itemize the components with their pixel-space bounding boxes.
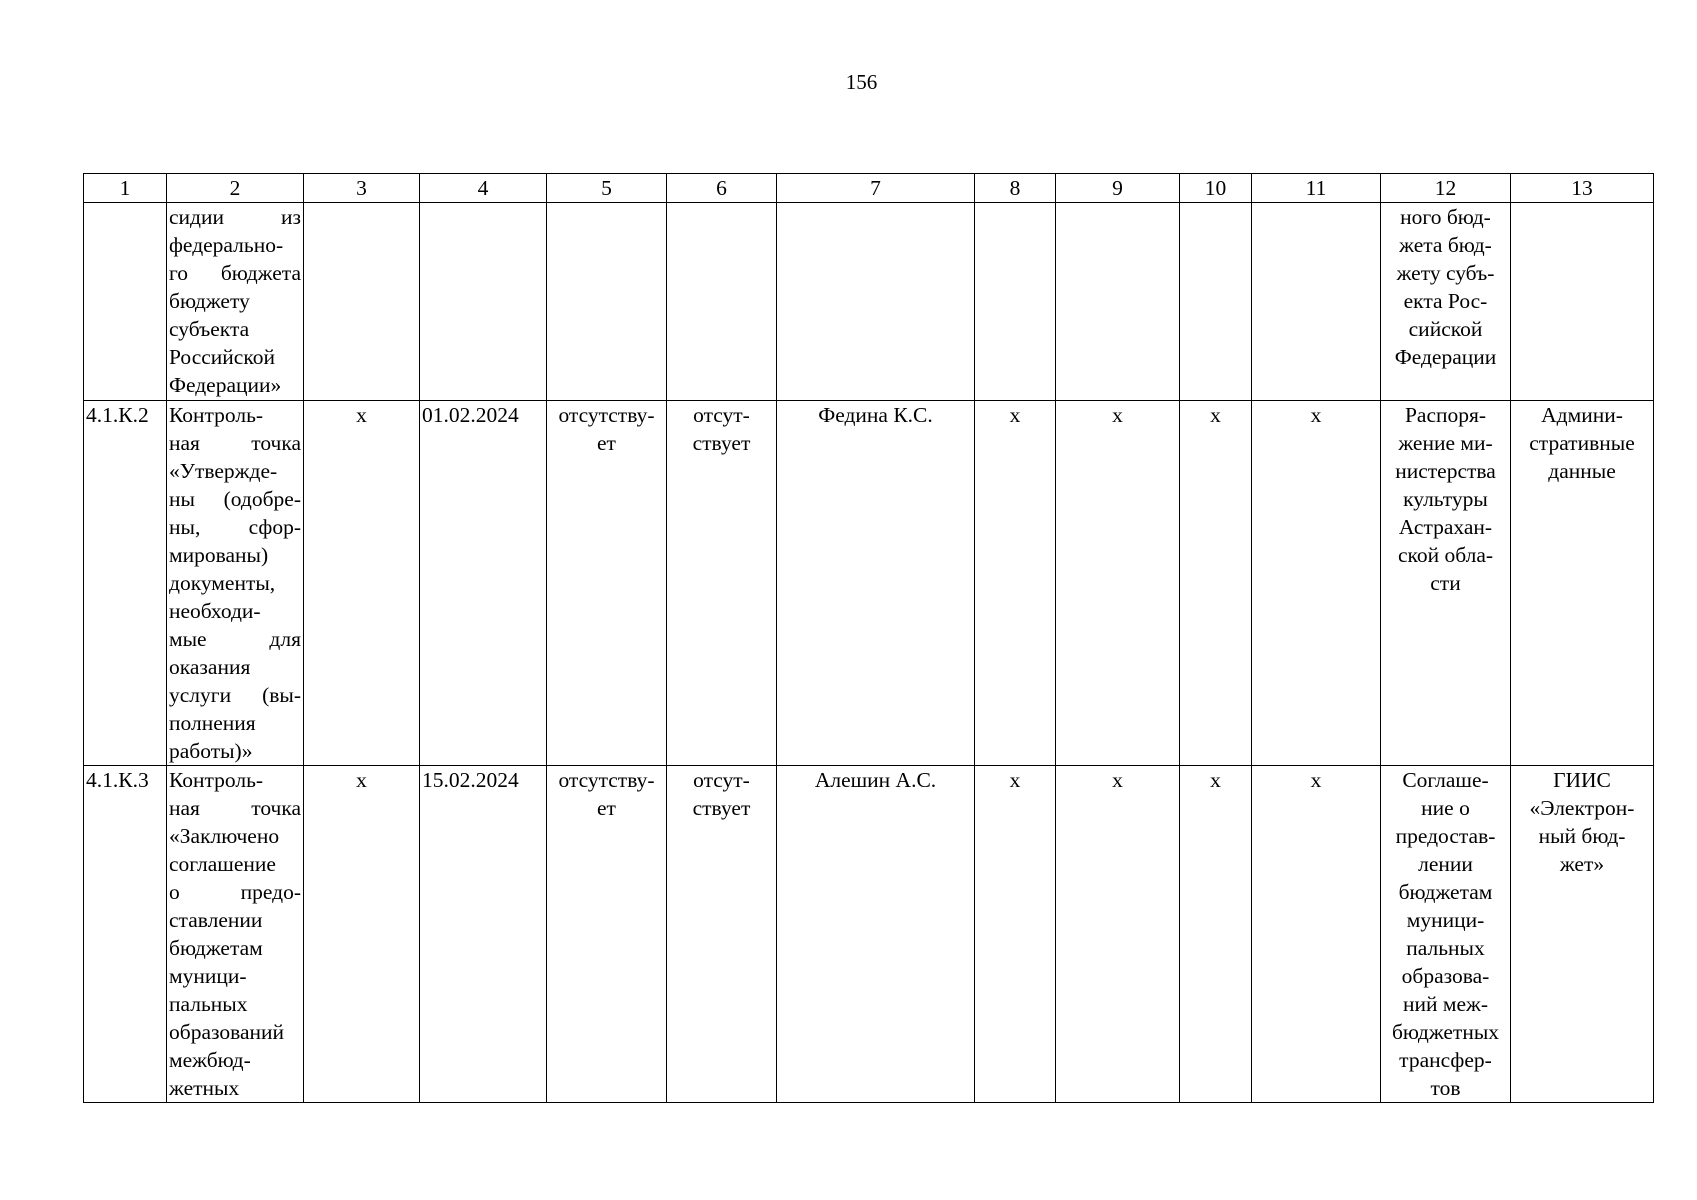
col6-cell-line: отсут-: [693, 403, 750, 427]
row-name-line: ставлении: [169, 908, 263, 932]
date-cell: [420, 203, 547, 401]
table-row: [84, 203, 1654, 401]
row-name-line: пальных: [169, 992, 248, 1016]
document-cell-line: бюджетам: [1398, 880, 1493, 904]
col10-cell: [1180, 203, 1252, 401]
source-cell-line: «Электрон-: [1529, 796, 1635, 820]
col11-cell: [1252, 203, 1381, 401]
row-name-line: субъекта: [169, 317, 250, 341]
col6-cell: [667, 203, 777, 401]
document-cell-line: тов: [1430, 1076, 1461, 1100]
row-name-line: бюджету: [169, 289, 250, 313]
col6-cell-line: ствует: [692, 796, 751, 820]
document-cell: [1381, 766, 1511, 1103]
source-cell-line: жет»: [1559, 852, 1605, 876]
col5-cell: [547, 203, 667, 401]
header-cell: 13: [1511, 174, 1654, 203]
header-row: [84, 174, 1654, 203]
col9-cell: х: [1056, 766, 1180, 1103]
row-name-line: работы)»: [169, 739, 253, 763]
col6-cell: [667, 401, 777, 766]
date-cell: 15.02.2024: [420, 766, 547, 1103]
document-cell-line: трансфер-: [1399, 1048, 1492, 1072]
data-table: [83, 173, 1654, 1103]
source-cell-line: ный бюд-: [1538, 824, 1626, 848]
header-cell: 3: [304, 174, 420, 203]
row-name-line: услуги (вы-: [169, 683, 301, 707]
header-cell: 10: [1180, 174, 1252, 203]
col8-cell: [975, 203, 1056, 401]
header-cell: 7: [777, 174, 975, 203]
document-cell-line: Соглаше-: [1402, 768, 1489, 792]
document-cell-line: ние о: [1421, 796, 1470, 820]
col5-cell: [547, 766, 667, 1103]
row-name-line: Российской: [169, 345, 275, 369]
row-name-line: образований: [169, 1020, 285, 1044]
row-id-cell: 4.1.К.3: [84, 766, 167, 1103]
col6-cell: [667, 766, 777, 1103]
row-name-line: Федерации»: [169, 373, 282, 397]
col6-cell-line: ствует: [692, 431, 751, 455]
page-number: 156: [845, 70, 878, 94]
row-name-line: сидии из: [169, 205, 301, 229]
col6-cell-line: отсут-: [693, 768, 750, 792]
header-cell: 11: [1252, 174, 1381, 203]
document-cell-line: жение ми-: [1398, 431, 1493, 455]
document-cell-line: бюджетных: [1391, 1020, 1500, 1044]
row-name-line: необходи-: [169, 599, 261, 623]
row-name-line: мированы): [169, 543, 269, 567]
col5-cell-line: отсутству-: [558, 768, 655, 792]
document-cell-line: жета бюд-: [1399, 233, 1492, 257]
header-cell: 9: [1056, 174, 1180, 203]
col9-cell: х: [1056, 401, 1180, 766]
row-name-line: ны (одобре-: [169, 487, 301, 511]
document-cell-line: Астрахан-: [1398, 515, 1493, 539]
document-cell-line: Федерации: [1394, 345, 1497, 369]
row-name-cell: [167, 401, 304, 766]
col3-cell: [304, 203, 420, 401]
col3-cell: х: [304, 401, 420, 766]
row-name-line: «Утвержде-: [169, 459, 278, 483]
col11-cell: х: [1252, 766, 1381, 1103]
col10-cell: х: [1180, 401, 1252, 766]
document-cell-line: лении: [1418, 852, 1473, 876]
source-cell-line: данные: [1548, 459, 1616, 483]
source-cell-line: ГИИС: [1553, 768, 1611, 792]
row-name-line: «Заключено: [169, 824, 280, 848]
row-name-line: полнения: [169, 711, 256, 735]
document-cell-line: Распоря-: [1404, 403, 1487, 427]
col10-cell: х: [1180, 766, 1252, 1103]
responsible-cell: [777, 203, 975, 401]
row-id-cell: [84, 203, 167, 401]
row-name-line: документы,: [169, 571, 276, 595]
row-name-line: о предо-: [169, 880, 301, 904]
source-cell: [1511, 203, 1654, 401]
row-name-line: муници-: [169, 964, 247, 988]
col5-cell-line: ет: [597, 796, 616, 820]
responsible-cell: Алешин А.С.: [777, 766, 975, 1103]
document-cell-line: екта Рос-: [1403, 289, 1488, 313]
col5-cell-line: отсутству-: [558, 403, 655, 427]
source-cell: [1511, 766, 1654, 1103]
document-cell-line: жету субъ-: [1396, 261, 1495, 285]
header-cell: 8: [975, 174, 1056, 203]
document-cell-line: предостав-: [1395, 824, 1496, 848]
col3-cell: х: [304, 766, 420, 1103]
header-cell: 5: [547, 174, 667, 203]
row-name-line: бюджетам: [169, 936, 263, 960]
document-cell-line: ного бюд-: [1400, 205, 1491, 229]
row-name-line: Контроль-: [169, 768, 264, 792]
col8-cell: х: [975, 401, 1056, 766]
row-name-line: ная точка: [169, 796, 301, 820]
row-name-line: жетных: [169, 1076, 240, 1100]
row-id-cell: 4.1.К.2: [84, 401, 167, 766]
source-cell-line: стративные: [1529, 431, 1635, 455]
table-row: [84, 401, 1654, 766]
header-cell: 4: [420, 174, 547, 203]
document-cell-line: пальных: [1406, 936, 1485, 960]
row-name-line: федерально-: [169, 233, 284, 257]
row-name-line: ная точка: [169, 431, 301, 455]
row-name-line: межбюд-: [169, 1048, 251, 1072]
row-name-line: Контроль-: [169, 403, 264, 427]
source-cell: [1511, 401, 1654, 766]
col5-cell: [547, 401, 667, 766]
source-cell-line: Админи-: [1541, 403, 1623, 427]
header-cell: 1: [84, 174, 167, 203]
header-cell: 6: [667, 174, 777, 203]
document-cell-line: ской обла-: [1397, 543, 1494, 567]
document-cell-line: ний меж-: [1402, 992, 1489, 1016]
row-name-cell: [167, 203, 304, 401]
responsible-cell: Федина К.С.: [777, 401, 975, 766]
col9-cell: [1056, 203, 1180, 401]
row-name-cell: [167, 766, 304, 1103]
row-name-line: го бюджета: [169, 261, 301, 285]
header-cell: 2: [167, 174, 304, 203]
table-row: [84, 766, 1654, 1103]
row-name-line: мые для: [169, 627, 301, 651]
document-cell-line: сийской: [1408, 317, 1483, 341]
document-cell: [1381, 203, 1511, 401]
document-cell-line: нистерства: [1395, 459, 1496, 483]
date-cell: 01.02.2024: [420, 401, 547, 766]
col5-cell-line: ет: [597, 431, 616, 455]
col8-cell: х: [975, 766, 1056, 1103]
document-cell-line: образова-: [1401, 964, 1490, 988]
row-name-line: ны, сфор-: [169, 515, 301, 539]
document-cell: [1381, 401, 1511, 766]
row-name-line: соглашение: [169, 852, 276, 876]
document-cell-line: муници-: [1406, 908, 1485, 932]
col11-cell: х: [1252, 401, 1381, 766]
header-cell: 12: [1381, 174, 1511, 203]
row-name-line: оказания: [169, 655, 251, 679]
document-cell-line: сти: [1430, 571, 1461, 595]
document-cell-line: культуры: [1403, 487, 1488, 511]
